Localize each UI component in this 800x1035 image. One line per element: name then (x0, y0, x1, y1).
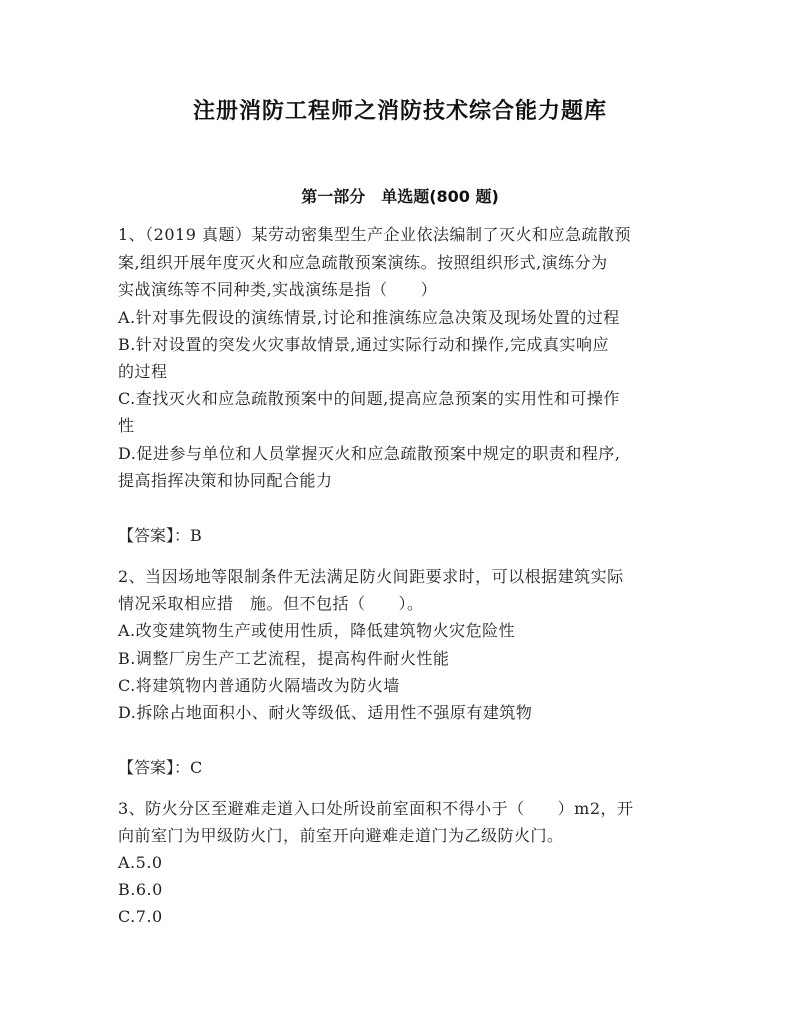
question-1-answer: 【答案】：B (118, 526, 202, 545)
question-1-option-d-continued: 提高指挥决策和协同配合能力 (118, 471, 333, 490)
question-1-stem-line-1: 1、（2019 真题）某劳动密集型生产企业依法编制了灭火和应急疏散预 (118, 225, 631, 244)
question-3-option-c: C.7.0 (118, 907, 163, 926)
question-1-option-b: B.针对设置的突发火灾事故情景,通过实际行动和操作,完成真实响应 (118, 335, 610, 354)
question-3-option-a: A.5.0 (118, 853, 163, 872)
question-1-option-c-continued: 性 (118, 416, 135, 435)
question-1-option-a: A.针对事先假设的演练情景,讨论和推演练应急决策及现场处置的过程 (118, 308, 620, 327)
question-2-stem-line-2: 情况采取相应措 施。但不包括（ ）。 (118, 594, 424, 613)
question-1-stem-line-3: 实战演练等不同种类,实战演练是指（ ） (118, 280, 438, 299)
question-3-stem-line-2: 向前室门为甲级防火门，前室开向避难走道门为乙级防火门。 (118, 826, 564, 845)
question-3-stem-line-1: 3、防火分区至避难走道入口处所设前室面积不得小于（ ）m2，开 (118, 799, 634, 818)
document-title: 注册消防工程师之消防技术综合能力题库 (192, 99, 607, 124)
question-2-answer: 【答案】：C (118, 758, 203, 777)
question-1-option-d: D.促进参与单位和人员掌握灭火和应急疏散预案中规定的职责和程序, (118, 444, 621, 463)
question-2-option-c: C.将建筑物内普通防火隔墙改为防火墙 (118, 676, 400, 695)
question-3-option-b: B.6.0 (118, 880, 163, 899)
question-2-option-a: A.改变建筑物生产或使用性质，降低建筑物火灾危险性 (118, 621, 516, 640)
question-1-option-c: C.查找灭火和应急疏散预案中的间题,提高应急预案的实用性和可操作 (118, 389, 620, 408)
question-1-stem-line-2: 案,组织开展年度灭火和应急疏散预案演练。按照组织形式,演练分为 (118, 253, 608, 272)
question-2-option-d: D.拆除占地面积小、耐火等级低、适用性不强原有建筑物 (118, 703, 533, 722)
section-title: 第一部分 单选题(800 题) (301, 187, 499, 206)
question-2-stem-line-1: 2、当因场地等限制条件无法满足防火间距要求时，可以根据建筑实际 (118, 567, 624, 586)
question-2-option-b: B.调整厂房生产工艺流程，提高构件耐火性能 (118, 649, 450, 668)
question-1-option-b-continued: 的过程 (118, 362, 168, 381)
